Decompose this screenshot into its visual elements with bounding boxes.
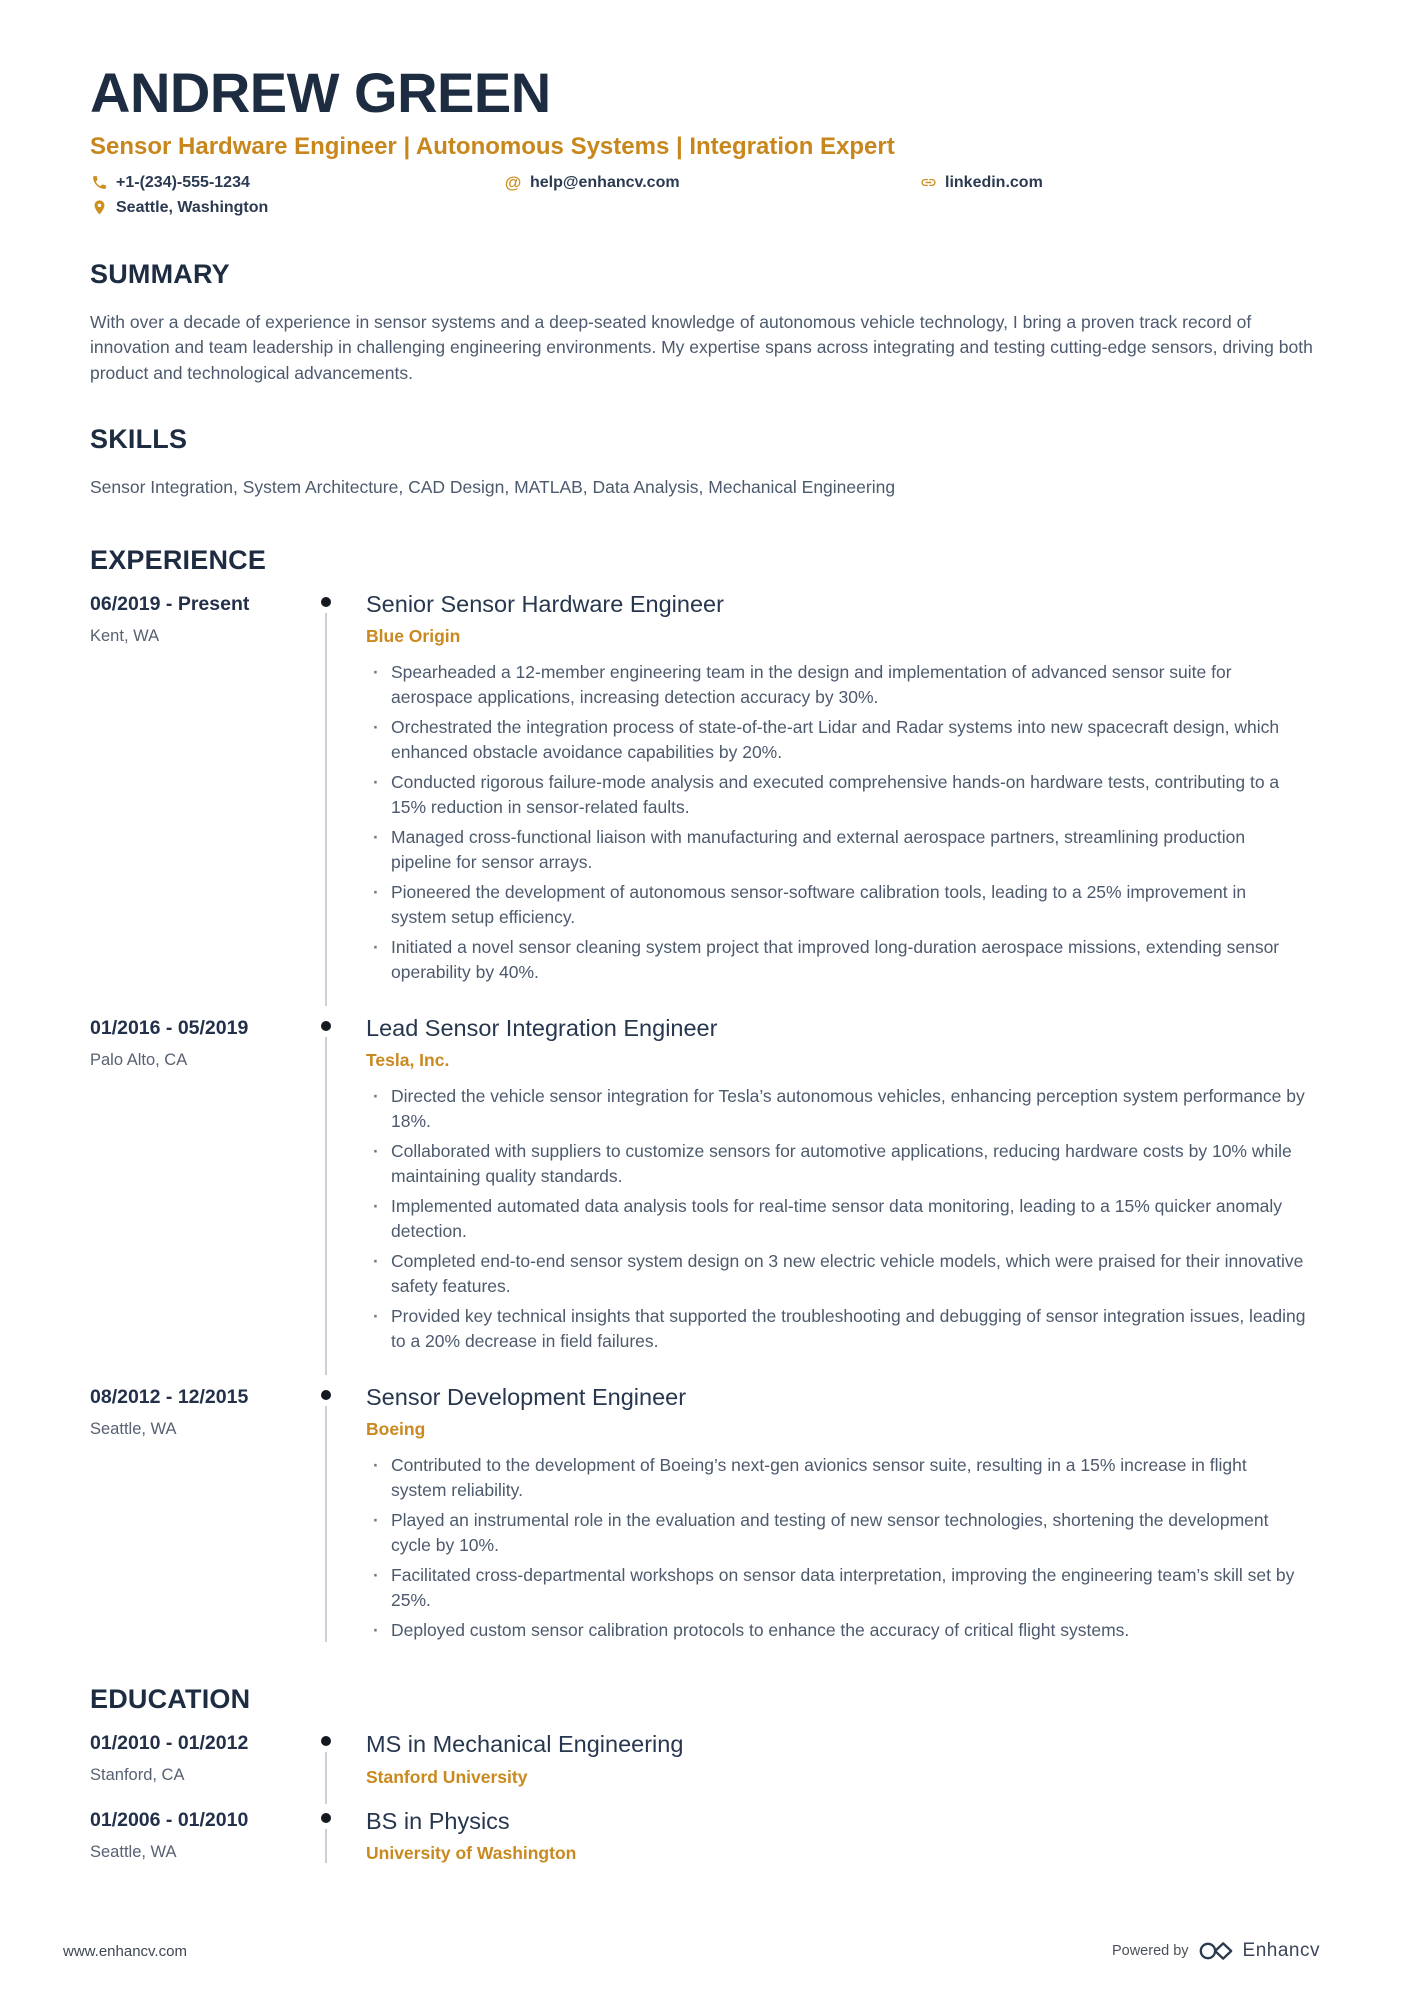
skills-text: Sensor Integration, System Architecture, CAD Design, MATLAB, Data Analysis, Mechanical Engineering: [90, 477, 896, 498]
enhancv-logo-icon: [1199, 1939, 1233, 1963]
bullet-item: · Deployed custom sensor calibration protocols to enhance the accuracy of critical flight systems.: [366, 1618, 1306, 1643]
entry-location: Palo Alto, CA: [90, 1050, 188, 1069]
timeline-line: [325, 1037, 327, 1375]
email-contact[interactable]: [504, 174, 919, 192]
job-bullets: [366, 1453, 1322, 1643]
linkedin-contact[interactable]: [919, 174, 1043, 192]
email-address: help@enhancv.com: [530, 173, 680, 191]
linkedin-url: linkedin.com: [945, 173, 1043, 191]
timeline: [303, 1806, 349, 1864]
education-section: [90, 1684, 1322, 1863]
contact-row: [90, 174, 1322, 192]
education-entry: [90, 1729, 1322, 1787]
school-name: University of Washington: [366, 1842, 577, 1863]
skills-section: [90, 424, 1322, 501]
entry-dates: 06/2019 - Present: [90, 592, 250, 615]
resume-header: [90, 61, 1322, 217]
experience-entry: [90, 1014, 1322, 1359]
bullet-item: · Contributed to the development of Boeing’s next-gen avionics sensor suite, resulting in a 15% increase in flight system reliability.: [366, 1453, 1306, 1503]
timeline-line: [325, 1752, 327, 1803]
bullet-item: · Pioneered the development of autonomous sensor-software calibration tools, leading to a 25% improvement in system setup efficiency.: [366, 880, 1306, 930]
company-name: Boeing: [366, 1419, 426, 1440]
candidate-headline: Sensor Hardware Engineer | Autonomous Systems | Integration Expert: [90, 132, 895, 160]
bullet-item: · Spearheaded a 12-member engineering team in the design and implementation of advanced sensor suite for aerospace applications, increasing detection accuracy by 30%.: [366, 660, 1306, 710]
timeline-dot: [321, 1813, 331, 1823]
bullet-item: · Provided key technical insights that supported the troubleshooting and debugging of sensor integration issues, leading to a 20% decrease in field failures.: [366, 1304, 1306, 1354]
company-name: Tesla, Inc.: [366, 1050, 450, 1071]
experience-heading: EXPERIENCE: [90, 544, 267, 575]
location-text: Seattle, Washington: [116, 198, 269, 216]
summary-heading: SUMMARY: [90, 258, 230, 289]
timeline: [303, 1014, 349, 1359]
location: [90, 199, 268, 217]
timeline: [303, 1383, 349, 1648]
phone-number: +1-(234)-555-1234: [116, 173, 250, 191]
bullet-item: · Facilitated cross-departmental workshops on sensor data interpretation, improving the engineering team’s skill set by 25%.: [366, 1563, 1306, 1613]
entry-dates: 01/2006 - 01/2010: [90, 1808, 249, 1831]
company-name: Blue Origin: [366, 625, 461, 646]
school-name: Stanford University: [366, 1766, 528, 1787]
enhancv-brand-name: Enhancv: [1242, 1940, 1320, 1961]
location-pin-icon: [90, 199, 108, 217]
entry-dates: 08/2012 - 12/2015: [90, 1386, 249, 1409]
timeline-line: [325, 1406, 327, 1642]
bullet-item: · Conducted rigorous failure-mode analysis and executed comprehensive hands-on hardware tests, contributing to a 15% reduction in sensor-related faults.: [366, 770, 1306, 820]
entry-location: Kent, WA: [90, 626, 160, 645]
timeline-line: [325, 1829, 327, 1863]
at-icon: @: [504, 172, 522, 192]
bullet-item: · Orchestrated the integration process of state-of-the-art Lidar and Radar systems into new spacecraft design, which enhanced obstacle avoidance capabilities by 20%.: [366, 715, 1306, 765]
entry-dates: 01/2010 - 01/2012: [90, 1732, 249, 1755]
summary-section: [90, 259, 1322, 387]
entry-dates: 01/2016 - 05/2019: [90, 1016, 249, 1039]
entry-location: Stanford, CA: [90, 1766, 185, 1785]
page-footer: [63, 1939, 1320, 1963]
enhancv-url[interactable]: www.enhancv.com: [63, 1942, 187, 1960]
bullet-item: · Completed end-to-end sensor system design on 3 new electric vehicle models, which were praised for their innovative safety features.: [366, 1249, 1306, 1299]
phone-contact[interactable]: [90, 174, 504, 192]
bullet-item: · Implemented automated data analysis tools for real-time sensor data monitoring, leading to a 15% quicker anomaly detection.: [366, 1194, 1306, 1244]
candidate-name: ANDREW GREEN: [90, 61, 551, 124]
entry-location: Seattle, WA: [90, 1420, 177, 1439]
timeline-dot: [321, 1021, 331, 1031]
timeline: [303, 590, 349, 990]
bullet-item: · Initiated a novel sensor cleaning system project that improved long-duration aerospace missions, extending sensor operability by 40%.: [366, 935, 1306, 985]
skills-heading: SKILLS: [90, 424, 188, 455]
degree-title: BS in Physics: [366, 1807, 510, 1834]
experience-entry: [90, 590, 1322, 990]
job-title: Lead Sensor Integration Engineer: [366, 1014, 718, 1041]
degree-title: MS in Mechanical Engineering: [366, 1731, 684, 1758]
education-entry: [90, 1806, 1322, 1864]
experience-section: [90, 545, 1322, 1649]
phone-icon: [90, 174, 108, 192]
timeline-line: [325, 613, 327, 1006]
bullet-item: · Played an instrumental role in the evaluation and testing of new sensor technologies, shortening the development cycle by 10%.: [366, 1508, 1306, 1558]
bullet-item: · Collaborated with suppliers to customize sensors for automotive applications, reducing hardware costs by 10% while maintaining quality standards.: [366, 1139, 1306, 1189]
job-bullets: [366, 1084, 1322, 1354]
powered-by-block: [1112, 1939, 1320, 1963]
bullet-item: · Managed cross-functional liaison with manufacturing and external aerospace partners, streamlining production pipeline for sensor arrays.: [366, 825, 1306, 875]
experience-entry: [90, 1383, 1322, 1648]
education-heading: EDUCATION: [90, 1684, 251, 1715]
timeline: [303, 1729, 349, 1787]
job-title: Senior Sensor Hardware Engineer: [366, 590, 724, 617]
timeline-dot: [321, 1736, 331, 1746]
location-row: [90, 199, 1322, 217]
timeline-dot: [321, 597, 331, 607]
link-icon: [919, 174, 937, 192]
bullet-item: · Directed the vehicle sensor integration for Tesla’s autonomous vehicles, enhancing perception system performance by 18%.: [366, 1084, 1306, 1134]
entry-location: Seattle, WA: [90, 1842, 177, 1861]
timeline-dot: [321, 1390, 331, 1400]
summary-text: With over a decade of experience in sensor systems and a deep-seated knowledge of autonomous vehicle technology, I bring a proven track record of innovation and team leadership in challenging engineering environments. My expertise spans across integrating and testing cutting-edge sensors, driving both product and technological advancements.: [90, 311, 1313, 383]
powered-by-label: Powered by: [1111, 1943, 1189, 1959]
job-title: Sensor Development Engineer: [366, 1384, 687, 1411]
job-bullets: [366, 660, 1322, 985]
